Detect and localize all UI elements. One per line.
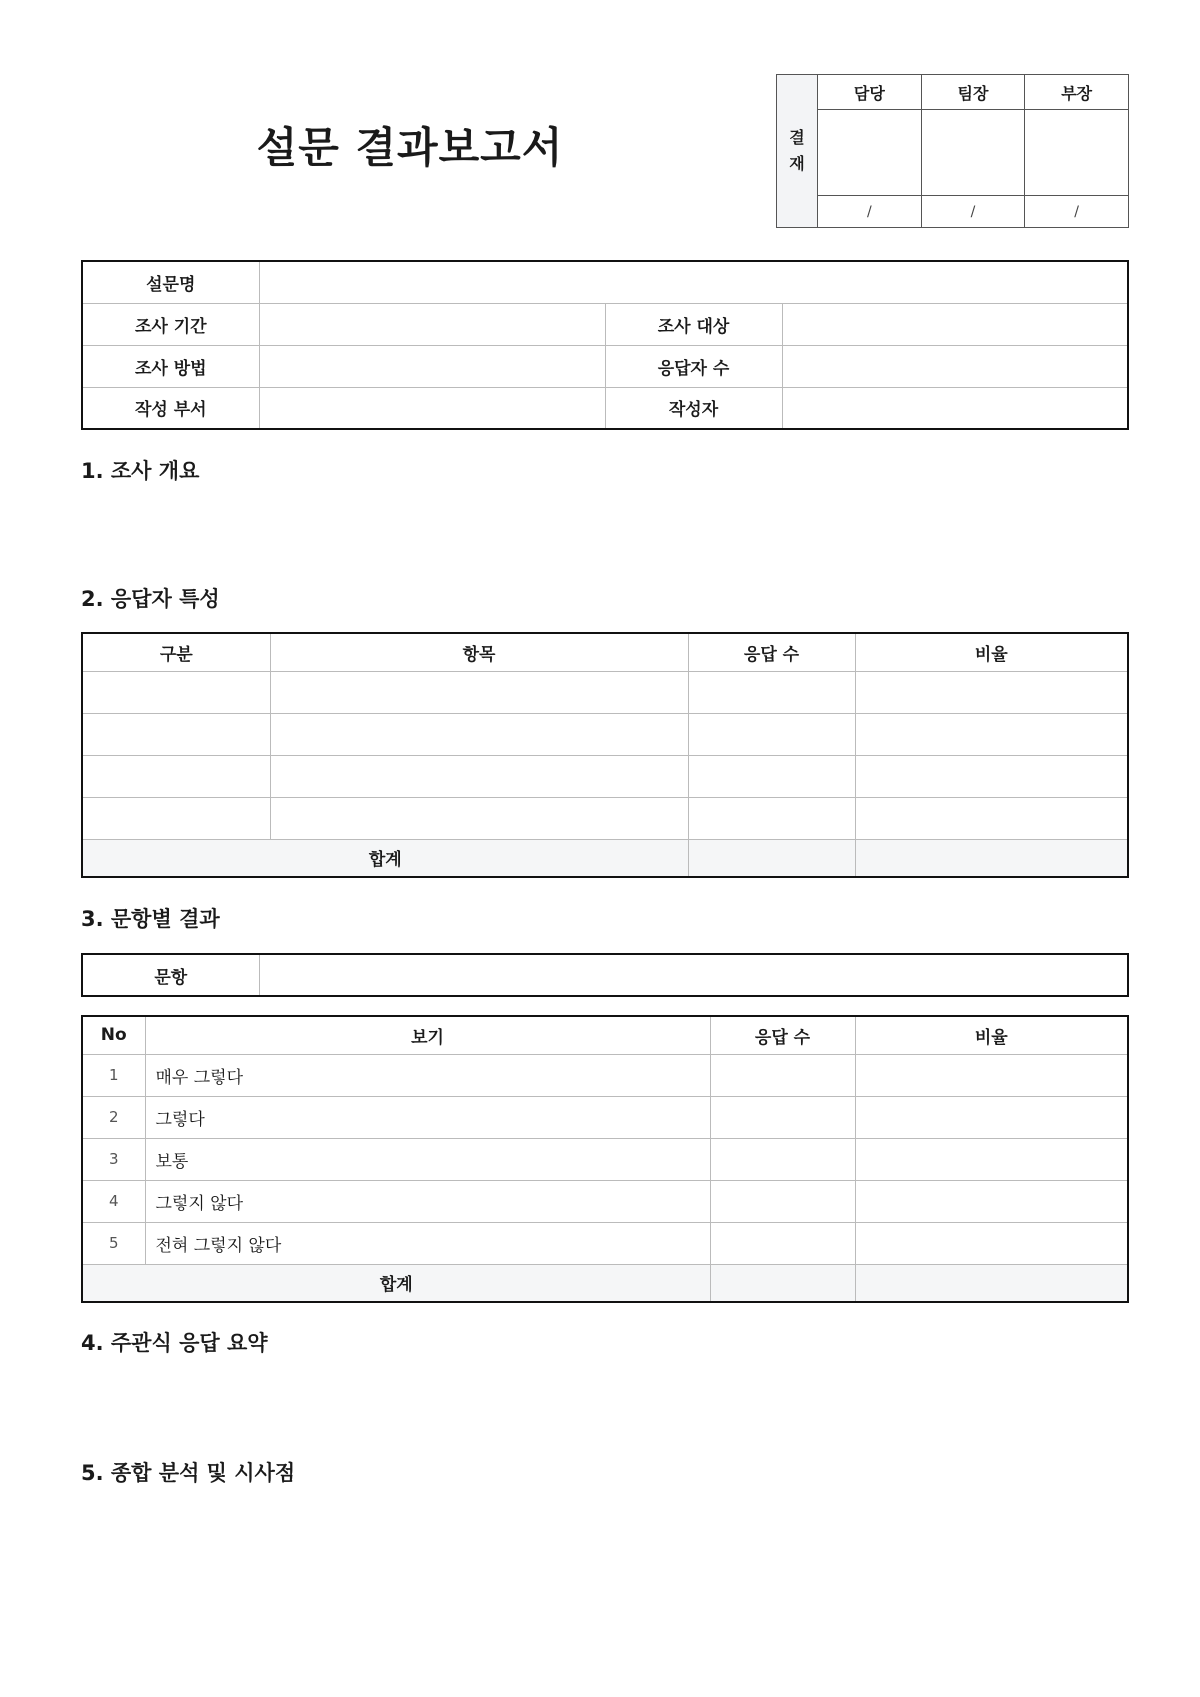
approval-box [776, 74, 1129, 228]
survey-name-value[interactable] [259, 261, 1128, 303]
survey-name-label: 설문명 [82, 261, 259, 303]
table-cell[interactable] [855, 713, 1128, 755]
row-number: 2 [82, 1096, 145, 1138]
response-count-cell[interactable] [710, 1096, 855, 1138]
option-label: 그렇다 [145, 1096, 710, 1138]
approval-label-char: 재 [789, 154, 805, 173]
approval-sign-staff[interactable] [818, 110, 922, 196]
survey-period-value[interactable] [259, 303, 605, 345]
table-cell[interactable] [270, 713, 688, 755]
row-number: 3 [82, 1138, 145, 1180]
approval-date-staff[interactable]: / [818, 196, 922, 228]
response-count-cell[interactable] [710, 1138, 855, 1180]
row-number: 4 [82, 1180, 145, 1222]
approval-role-team-lead: 팀장 [921, 75, 1025, 110]
table-row [82, 671, 1128, 713]
column-header-count: 응답 수 [710, 1016, 855, 1054]
table-cell[interactable] [82, 755, 270, 797]
table-row [82, 1138, 1128, 1180]
column-header-count: 응답 수 [688, 633, 855, 671]
approval-role-staff: 담당 [818, 75, 922, 110]
total-ratio[interactable] [855, 839, 1128, 877]
table-row [82, 1054, 1128, 1096]
table-cell[interactable] [688, 713, 855, 755]
department-label: 작성 부서 [82, 387, 259, 429]
table-cell[interactable] [82, 797, 270, 839]
section-overview-heading: 1. 조사 개요 [81, 459, 200, 483]
survey-method-label: 조사 방법 [82, 345, 259, 387]
author-label: 작성자 [605, 387, 782, 429]
column-header-item: 항목 [270, 633, 688, 671]
survey-target-label: 조사 대상 [605, 303, 782, 345]
table-cell[interactable] [855, 671, 1128, 713]
option-label: 전혀 그렇지 않다 [145, 1222, 710, 1264]
survey-period-label: 조사 기간 [82, 303, 259, 345]
table-cell[interactable] [82, 713, 270, 755]
table-cell[interactable] [270, 797, 688, 839]
table-cell[interactable] [688, 797, 855, 839]
table-cell[interactable] [855, 797, 1128, 839]
table-row [82, 755, 1128, 797]
survey-method-value[interactable] [259, 345, 605, 387]
section-respondents-heading: 2. 응답자 특성 [81, 587, 220, 611]
column-header-no: No [82, 1016, 145, 1054]
section-analysis-heading: 5. 종합 분석 및 시사점 [81, 1461, 296, 1485]
approval-role-manager: 부장 [1025, 75, 1129, 110]
approval-label [777, 75, 818, 228]
respondent-count-value[interactable] [782, 345, 1128, 387]
table-cell[interactable] [688, 755, 855, 797]
document-title: 설문 결과보고서 [256, 123, 564, 172]
total-count[interactable] [688, 839, 855, 877]
total-label: 합계 [82, 1264, 710, 1302]
question-label: 문항 [82, 954, 259, 996]
response-ratio-cell[interactable] [855, 1054, 1128, 1096]
table-cell[interactable] [688, 671, 855, 713]
total-label: 합계 [82, 839, 688, 877]
row-number: 5 [82, 1222, 145, 1264]
table-row [82, 1096, 1128, 1138]
survey-target-value[interactable] [782, 303, 1128, 345]
row-number: 1 [82, 1054, 145, 1096]
column-header-ratio: 비율 [855, 1016, 1128, 1054]
approval-sign-manager[interactable] [1025, 110, 1129, 196]
table-row [82, 797, 1128, 839]
table-row [82, 1222, 1128, 1264]
approval-date-manager[interactable]: / [1025, 196, 1129, 228]
column-header-category: 구분 [82, 633, 270, 671]
response-ratio-cell[interactable] [855, 1180, 1128, 1222]
section-results-heading: 3. 문항별 결과 [81, 907, 220, 931]
total-ratio[interactable] [855, 1264, 1128, 1302]
response-count-cell[interactable] [710, 1054, 855, 1096]
section-open-responses-heading: 4. 주관식 응답 요약 [81, 1331, 268, 1355]
option-label: 매우 그렇다 [145, 1054, 710, 1096]
table-cell[interactable] [855, 755, 1128, 797]
author-value[interactable] [782, 387, 1128, 429]
survey-info-table [81, 260, 1129, 430]
response-ratio-cell[interactable] [855, 1222, 1128, 1264]
table-row [82, 713, 1128, 755]
table-cell[interactable] [270, 755, 688, 797]
respondent-count-label: 응답자 수 [605, 345, 782, 387]
department-value[interactable] [259, 387, 605, 429]
response-ratio-cell[interactable] [855, 1138, 1128, 1180]
response-count-cell[interactable] [710, 1180, 855, 1222]
total-count[interactable] [710, 1264, 855, 1302]
respondent-table [81, 632, 1129, 878]
table-cell[interactable] [82, 671, 270, 713]
column-header-option: 보기 [145, 1016, 710, 1054]
question-table [81, 953, 1129, 997]
response-count-cell[interactable] [710, 1222, 855, 1264]
column-header-ratio: 비율 [855, 633, 1128, 671]
approval-date-team-lead[interactable]: / [921, 196, 1025, 228]
response-ratio-cell[interactable] [855, 1096, 1128, 1138]
approval-label-char: 결 [789, 128, 805, 147]
option-label: 그렇지 않다 [145, 1180, 710, 1222]
approval-sign-team-lead[interactable] [921, 110, 1025, 196]
results-table [81, 1015, 1129, 1303]
question-value[interactable] [259, 954, 1128, 996]
table-row [82, 1180, 1128, 1222]
option-label: 보통 [145, 1138, 710, 1180]
table-cell[interactable] [270, 671, 688, 713]
